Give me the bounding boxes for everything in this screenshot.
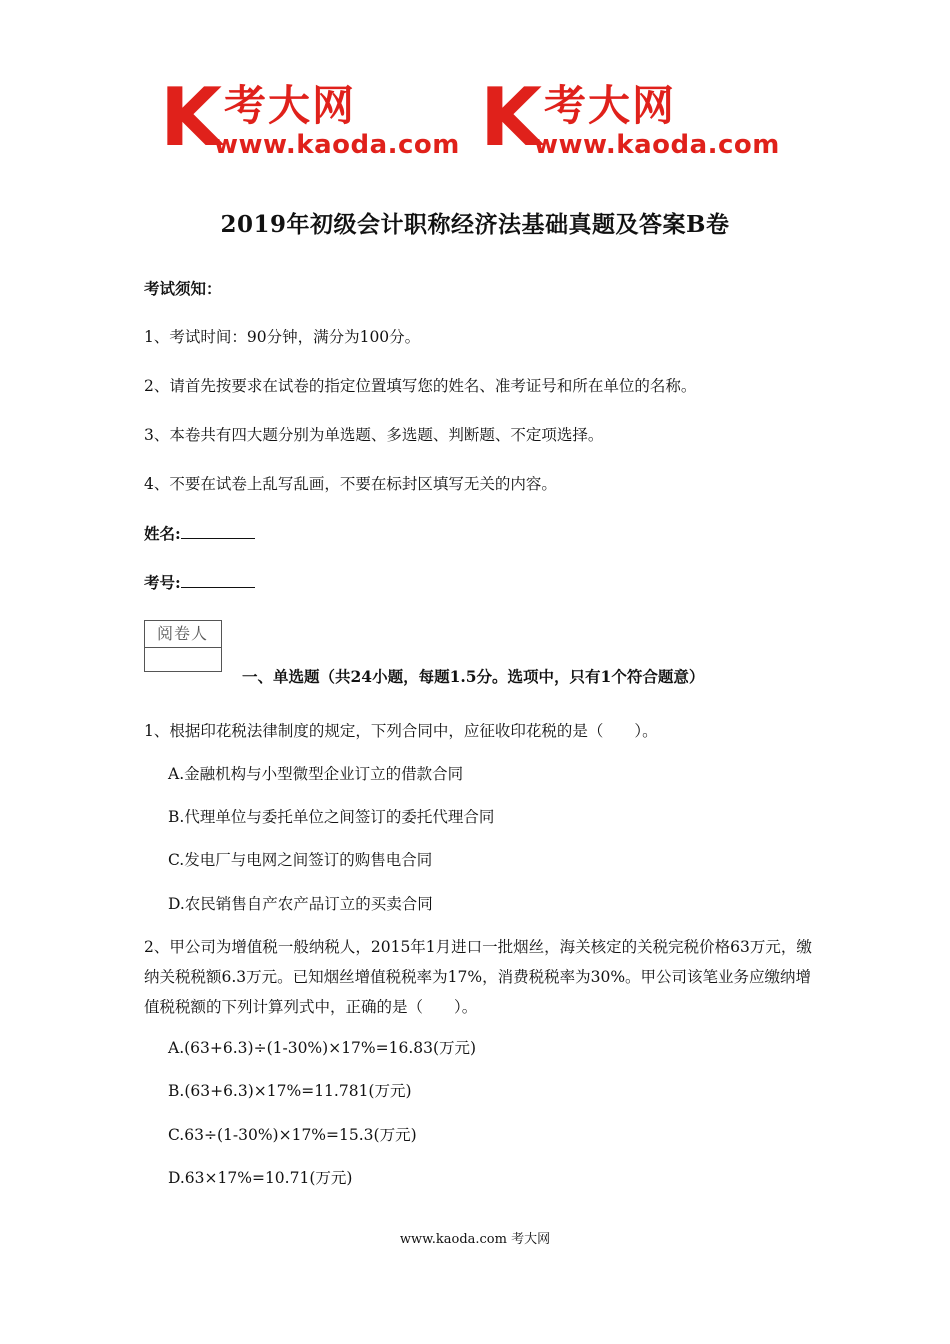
document-title: 2019年初级会计职称经济法基础真题及答案B卷	[220, 211, 730, 238]
question-option[interactable]: C.发电厂与电网之间签订的购售电合同	[168, 851, 433, 869]
id-label: 考号:	[144, 573, 181, 592]
question-option[interactable]: C.63÷(1-30%)×17%=15.3(万元)	[168, 1126, 417, 1144]
question-stem: 1、根据印花税法律制度的规定，下列合同中，应征收印花税的是（ ）。	[144, 722, 658, 740]
page-footer: www.kaoda.com 考大网	[399, 1232, 551, 1247]
grader-box	[144, 620, 222, 672]
question-stem: 2、甲公司为增值税一般纳税人，2015年1月进口一批烟丝，海关核定的关税完税价格63万元，缴纳关税税额6.3万元。已知烟丝增值税税率为17%，消费税税率为30%。甲公司该笔业务应缴纳增值税税额的下列计算列式中，正确的是（ ）。	[144, 938, 812, 1016]
question-option[interactable]: D.农民销售自产农产品订立的买卖合同	[168, 895, 433, 913]
kaoda-logo[interactable]	[480, 71, 780, 164]
logo-k-mark: K	[480, 71, 538, 164]
section-heading: 一、单选题（共24小题，每题1.5分。选项中，只有1个符合题意）	[242, 667, 705, 686]
notice-item: 2、请首先按要求在试卷的指定位置填写您的姓名、准考证号和所在单位的名称。	[144, 377, 697, 395]
name-field	[144, 524, 255, 544]
logo-url: www.kaoda.com	[214, 130, 460, 160]
name-label: 姓名:	[144, 524, 181, 543]
id-blank[interactable]	[181, 573, 255, 588]
question-option[interactable]: D.63×17%=10.71(万元)	[168, 1169, 353, 1187]
name-blank[interactable]	[181, 524, 255, 539]
notice-item: 4、不要在试卷上乱写乱画，不要在标封区填写无关的内容。	[144, 475, 557, 493]
logo-k-mark: K	[160, 71, 218, 164]
grader-label: 阅卷人	[145, 621, 221, 648]
question-option[interactable]: A.(63+6.3)÷(1-30%)×17%=16.83(万元)	[168, 1039, 477, 1057]
question-option[interactable]: A.金融机构与小型微型企业订立的借款合同	[168, 765, 464, 783]
notice-heading: 考试须知：	[144, 279, 222, 298]
notice-item: 1、考试时间：90分钟，满分为100分。	[144, 328, 421, 346]
notice-item: 3、本卷共有四大题分别为单选题、多选题、判断题、不定项选择。	[144, 426, 604, 444]
logo-brand-name: 考大网	[544, 81, 677, 130]
question-option[interactable]: B.(63+6.3)×17%=11.781(万元)	[168, 1082, 412, 1100]
logo-brand-name: 考大网	[224, 81, 357, 130]
question-option[interactable]: B.代理单位与委托单位之间签订的委托代理合同	[168, 808, 495, 826]
id-field	[144, 573, 255, 593]
logo-url: www.kaoda.com	[534, 130, 780, 160]
kaoda-logo[interactable]	[160, 71, 460, 164]
